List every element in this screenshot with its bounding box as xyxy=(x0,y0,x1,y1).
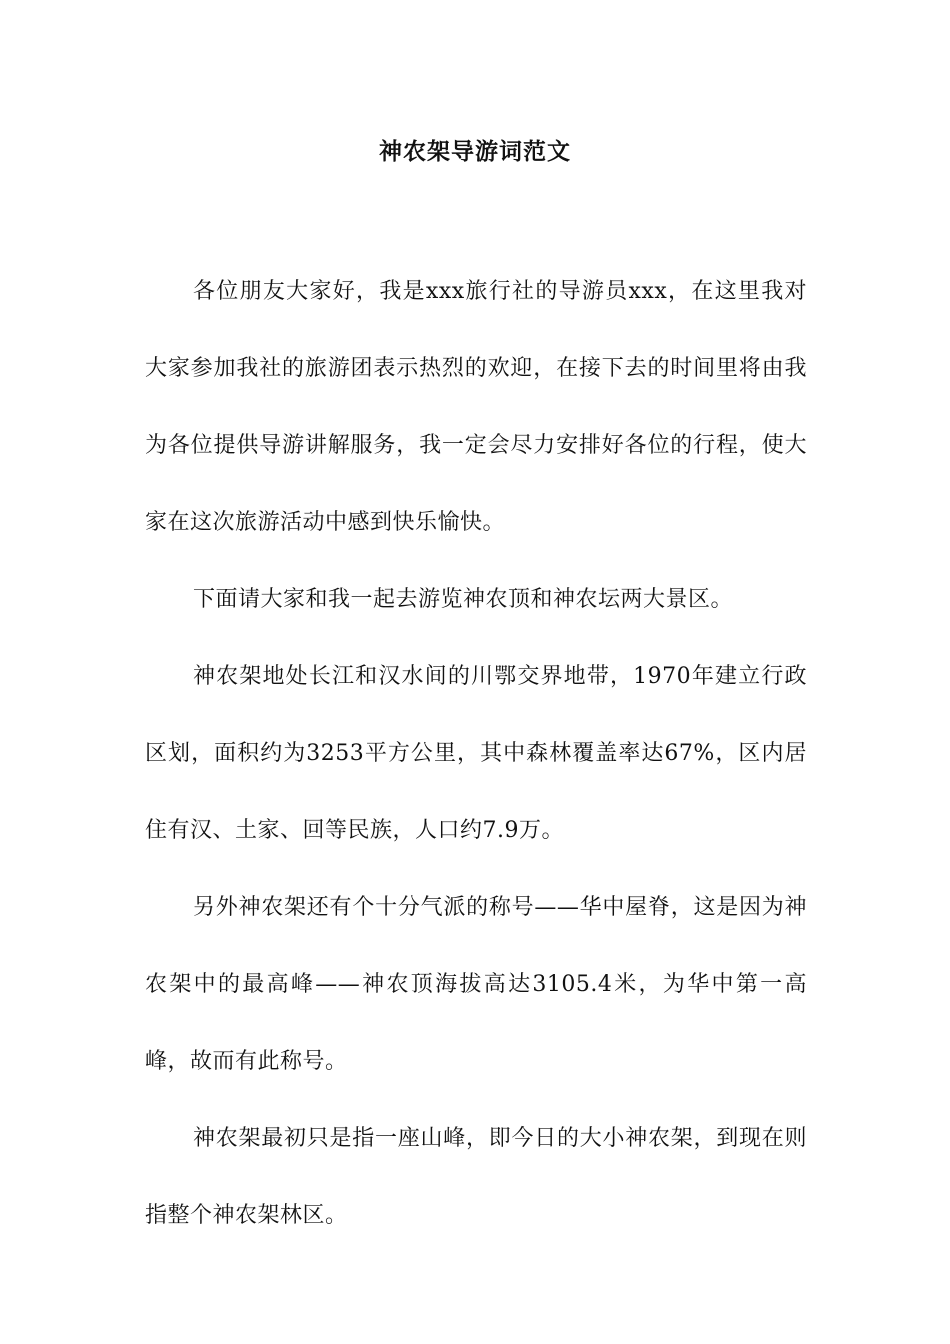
paragraph-origin: 神农架最初只是指一座山峰，即今日的大小神农架，到现在则指整个神农架林区。 xyxy=(145,1126,807,1228)
paragraph-nickname: 另外神农架还有个十分气派的称号——华中屋脊，这是因为神农架中的最高峰——神农顶海拔高达3105.4米，为华中第一高峰，故而有此称号。 xyxy=(145,895,807,1074)
document-body xyxy=(145,253,807,1254)
paragraph-greeting: 各位朋友大家好，我是xxx旅行社的导游员xxx，在这里我对大家参加我社的旅游团表示热烈的欢迎，在接下去的时间里将由我为各位提供导游讲解服务，我一定会尽力安排好各位的行程，使大家在这次旅游活动中感到快乐愉快。 xyxy=(145,279,807,535)
paragraph-itinerary: 下面请大家和我一起去游览神农顶和神农坛两大景区。 xyxy=(193,587,734,612)
document-title: 神农架导游词范文 xyxy=(379,138,571,165)
paragraph-geography: 神农架地处长江和汉水间的川鄂交界地带，1970年建立行政区划，面积约为3253平方公里，其中森林覆盖率达67%，区内居住有汉、土家、回等民族，人口约7.9万。 xyxy=(145,664,807,843)
